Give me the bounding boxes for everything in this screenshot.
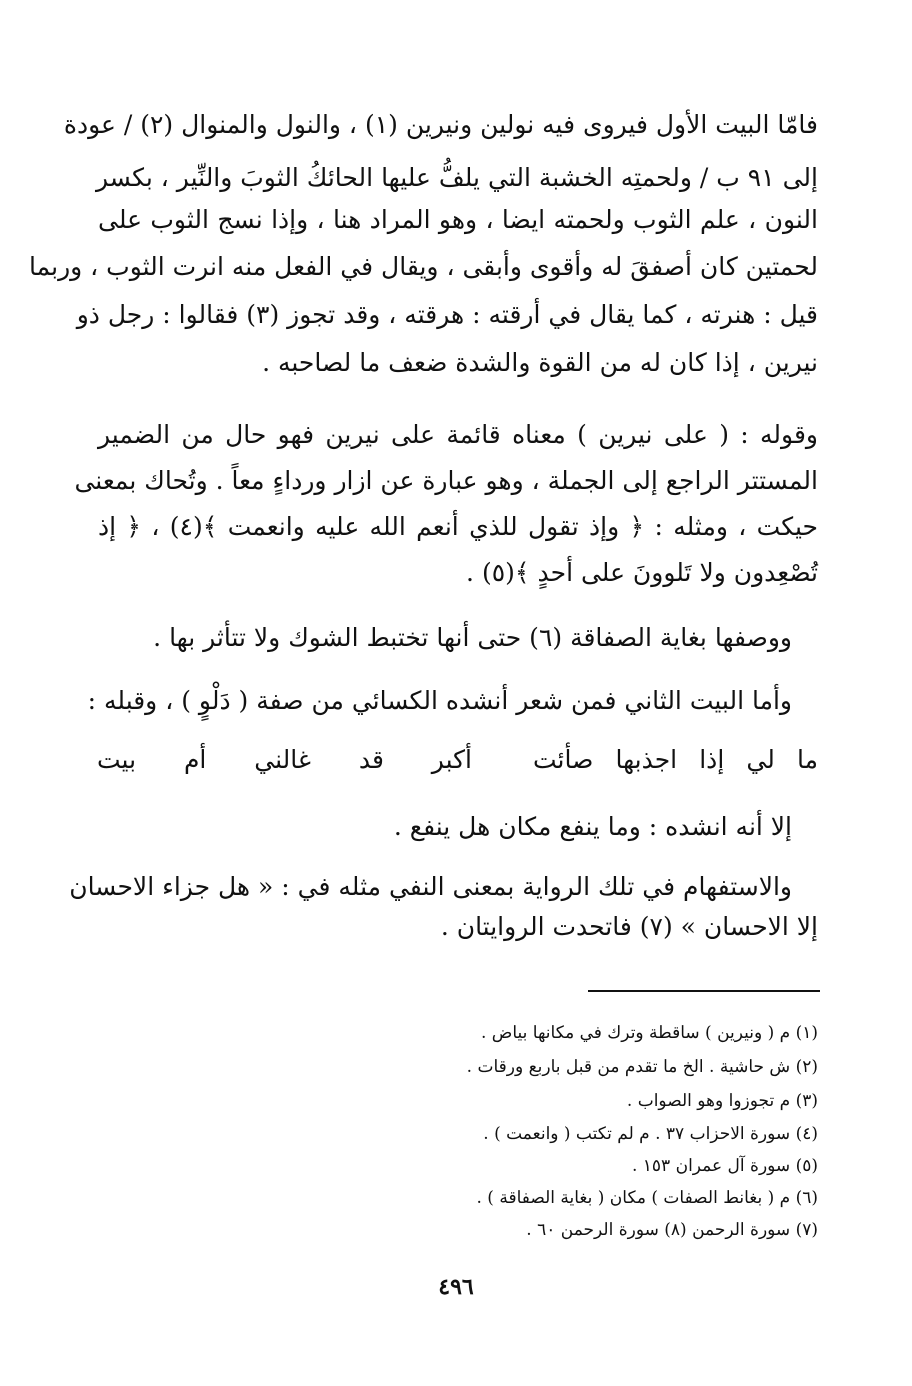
body-line: ووصفها بغاية الصفاقة (٦) حتى أنها تختبط الشوك ولا تتأثر بها .: [153, 623, 792, 652]
body-line: إلى ٩١ ب / ولحمتِه الخشبة التي يلفُّ عليها الحائكُ الثوبَ والنِّير ، بكسر: [95, 163, 818, 192]
body-line: إلا أنه انشده : وما ينفع مكان هل ينفع .: [393, 812, 792, 841]
verse-second-hemistich: أكبر قد غالني أم بيت: [97, 745, 472, 774]
footnote: (٤) سورة الاحزاب ٣٧ . م لم تكتب ( وانعمت ) .: [483, 1124, 818, 1144]
body-line: المستتر الراجع إلى الجملة ، وهو عبارة عن ازار ورداءٍ معاً . وتُحاك بمعنى: [74, 466, 818, 495]
body-line: حيكت ، ومثله : ﴿ وإذ تقول للذي أنعم الله عليه وانعمت ﴾(٤) ، ﴿ إذ: [98, 512, 818, 541]
body-line: نيرين ، إذا كان له من القوة والشدة ضعف ما لصاحبه .: [262, 348, 818, 377]
body-line: وقوله : ( على نيرين ) معناه قائمة على نيرين فهو حال من الضمير: [98, 420, 818, 449]
footnote: (٥) سورة آل عمران ١٥٣ .: [631, 1156, 818, 1176]
footnote-separator: [588, 990, 820, 992]
footnote: (٢) ش حاشية . الخ ما تقدم من قبل باربع ورقات .: [466, 1057, 818, 1077]
footnote: (٣) م تجوزوا وهو الصواب .: [626, 1091, 818, 1111]
page-number: ٤٩٦: [438, 1274, 474, 1300]
body-line: إلا الاحسان » (٧) فاتحدت الروايتان .: [440, 912, 818, 941]
footnote: (١) م ( ونيرين ) ساقطة وترك في مكانها بياض .: [480, 1023, 818, 1043]
body-line: قيل : هنرته ، كما يقال في أرقته : هرقته ، وقد تجوز (٣) فقالوا : رجل ذو: [76, 300, 818, 329]
body-line: وأما البيت الثاني فمن شعر أنشده الكسائي من صفة ( دَلْوٍ ) ، وقبله :: [87, 686, 792, 715]
body-line: والاستفهام في تلك الرواية بمعنى النفي مثله في : « هل جزاء الاحسان: [69, 872, 792, 901]
footnote: (٦) م ( بغانط الصفات ) مكان ( بغاية الصفاقة ) .: [476, 1188, 818, 1208]
body-line: لحمتين كان أصفقَ له وأقوى وأبقى ، ويقال في الفعل منه انرت الثوب ، وربما: [29, 252, 818, 281]
body-line: النون ، علم الثوب ولحمته ايضا ، وهو المراد هنا ، وإذا نسج الثوب على: [98, 205, 818, 234]
footnote: (٧) سورة الرحمن (٨) سورة الرحمن ٦٠ .: [526, 1220, 818, 1240]
verse-first-hemistich: ما لي إذا اجذبها صأئت: [533, 745, 818, 774]
body-line: تُصْعِدون ولا تَلوونَ على أحدٍ ﴾(٥) .: [466, 558, 818, 587]
body-line: فامّا البيت الأول فيروى فيه نولين ونيرين (١) ، والنول والمنوال (٢) / عودة: [63, 110, 818, 139]
